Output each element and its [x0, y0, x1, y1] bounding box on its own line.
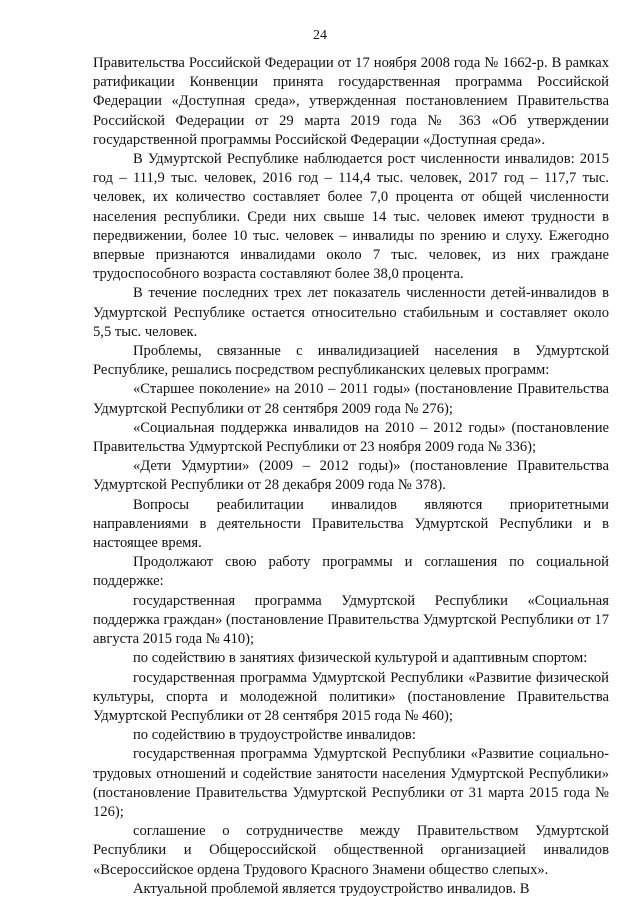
paragraph: Продолжают свою работу программы и соглашения по социальной поддержке: [93, 554, 609, 590]
paragraph: «Старшее поколение» на 2010 – 2011 годы» (постановление Правительства Удмуртской Республики от 28 сентября 2009 года № 276); [93, 381, 609, 417]
paragraph: В Удмуртской Республике наблюдается рост численности инвалидов: 2015 год – 111,9 тыс. человек, 2016 год – 114,4 тыс. человек, 2017 год – 117,7 тыс. человек, их количество составляет более 7,0 процента от общей численности населения республики. Среди них свыше 14 тыс. человек имеют трудности в передвижении, более 10 тыс. человек – инвалиды по зрению и слуху. Ежегодно впервые признаются инвалидами около 7 тыс. человек, из них граждане трудоспособного возраста составляют более 38,0 процента. [93, 151, 609, 283]
paragraph: государственная программа Удмуртской Республики «Социальная поддержка граждан» (постановление Правительства Удмуртской Республики от 17 августа 2015 года № 410); [93, 592, 609, 648]
paragraph: по содействию в занятиях физической культурой и адаптивным спортом: [133, 650, 588, 667]
paragraph: государственная программа Удмуртской Республики «Развитие социально-трудовых отношений и содействие занятости населения Удмуртской Республики» (постановление Правительства Удмуртской Республики от 31 марта 2015 года № 126); [93, 746, 609, 820]
paragraph: соглашение о сотрудничестве между Правительством Удмуртской Республики и Общероссийской общественной организацией инвалидов «Всероссийское ордена Трудового Красного Знамени общество слепых». [93, 823, 609, 878]
paragraph: В течение последних трех лет показатель численности детей-инвалидов в Удмуртской Республике остается относительно стабильным и составляет около 5,5 тыс. человек. [93, 285, 609, 340]
paragraph: Актуальной проблемой является трудоустройство инвалидов. В [133, 880, 530, 897]
paragraph: государственная программа Удмуртской Республики «Развитие физической культуры, спорта и молодежной политики» (постановление Правительства Удмуртской Республики от 28 сентября 2015 года № 460); [93, 669, 609, 724]
paragraph: Проблемы, связанные с инвалидизацией населения в Удмуртской Республике, решались посредством республиканских целевых программ: [93, 343, 609, 379]
page-number: 24 [313, 28, 327, 43]
document-body [93, 54, 609, 899]
paragraph: по содействию в трудоустройстве инвалидов: [133, 727, 416, 744]
paragraph: Правительства Российской Федерации от 17 ноября 2008 года № 1662-р. В рамках ратификации Конвенции принята государственная программа Российской Федерации «Доступная среда», утвержденная постановлением Правительства Российской Федерации от 29 марта 2019 года № 363 «Об утверждении государственной программы Российской Федерации «Доступная среда». [93, 55, 609, 148]
paragraph: Вопросы реабилитации инвалидов являются приоритетными направлениями в деятельности Правительства Удмуртской Республики и в настоящее время. [93, 496, 609, 552]
paragraph: «Социальная поддержка инвалидов на 2010 – 2012 годы» (постановление Правительства Удмуртской Республики от 23 ноября 2009 года № 336); [93, 419, 609, 456]
paragraph: «Дети Удмуртии» (2009 – 2012 годы)» (постановление Правительства Удмуртской Республики от 28 декабря 2009 года № 378). [93, 458, 609, 494]
